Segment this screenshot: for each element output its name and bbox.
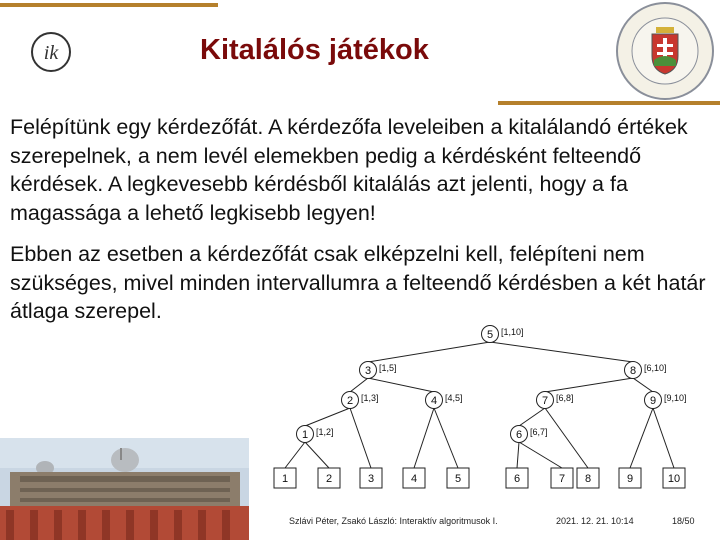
tree-node-interval: [6,8] <box>556 393 574 403</box>
tree-edge <box>368 342 490 362</box>
tree-leaf-label: 8 <box>584 473 592 485</box>
footer-page-number: 18/50 <box>672 516 695 526</box>
tree-edge <box>545 378 633 392</box>
tree-node-label: 5 <box>486 329 494 341</box>
tree-node-label: 4 <box>430 395 438 407</box>
tree-leaf-label: 9 <box>626 473 634 485</box>
question-tree-diagram <box>262 320 707 495</box>
tree-edge <box>368 378 434 392</box>
tree-leaf-label: 1 <box>281 473 289 485</box>
tree-node-interval: [1,2] <box>316 427 334 437</box>
university-seal-icon <box>612 0 718 103</box>
tree-edge <box>519 442 562 468</box>
tree-node-interval: [6,10] <box>644 363 667 373</box>
logo-text: ik <box>43 42 59 64</box>
tree-node-interval: [4,5] <box>445 393 463 403</box>
tree-edge <box>414 408 434 468</box>
tree-node-label: 8 <box>629 365 637 377</box>
paragraph-1: Felépítünk egy kérdezőfát. A kérdezőfa leveleiben a kitalálandó értékek szerepelnek, a nem levél elemekben pedig a kérdésként felteendő kérdések. A legkevesebb kérdésből kitalálás azt jelenti, hogy a fa magassága a lehető legkisebb legyen! <box>10 115 688 225</box>
tree-node-label: 2 <box>346 395 354 407</box>
tree-node-interval: [1,3] <box>361 393 379 403</box>
tree-edge <box>305 408 350 426</box>
footer-date: 2021. 12. 21. 10:14 <box>556 516 634 526</box>
paragraph-2: Ebben az esetben a kérdezőfát csak elképzelni kell, felépíteni nem szükséges, mivel minden intervallumra a felteendő kérdésben a két határ átlaga szerepel. <box>10 242 706 323</box>
tree-node-label: 6 <box>515 429 523 441</box>
tree-node-interval: [1,10] <box>501 327 524 337</box>
tree-edge <box>305 442 329 468</box>
tree-edge <box>285 442 305 468</box>
tree-edge <box>519 408 545 426</box>
tree-node-label: 3 <box>364 365 372 377</box>
tree-leaf-label: 6 <box>513 473 521 485</box>
tree-edge <box>350 378 368 392</box>
tree-edge <box>434 408 458 468</box>
tree-node-interval: [1,5] <box>379 363 397 373</box>
tree-node-interval: [9,10] <box>664 393 687 403</box>
ik-logo-icon <box>29 30 73 74</box>
slide-title: Kitalálós játékok <box>200 34 429 66</box>
tree-node-interval: [6,7] <box>530 427 548 437</box>
footer-author: Szlávi Péter, Zsakó László: Interaktív algoritmusok I. <box>289 516 498 526</box>
tree-leaf-label: 3 <box>367 473 375 485</box>
top-left-accent-bar <box>0 3 218 7</box>
tree-node-label: 1 <box>301 429 309 441</box>
tree-edge <box>517 442 519 468</box>
tree-node-label: 9 <box>649 395 657 407</box>
tree-edge <box>630 408 653 468</box>
tree-edge <box>490 342 633 362</box>
tree-leaf-label: 4 <box>410 473 418 485</box>
tree-leaf-label: 5 <box>454 473 462 485</box>
tree-edge <box>545 408 588 468</box>
campus-building-photo <box>0 438 249 540</box>
tree-leaf-label: 2 <box>325 473 333 485</box>
tree-edge <box>633 378 653 392</box>
tree-edge <box>350 408 371 468</box>
tree-edge <box>653 408 674 468</box>
tree-leaf-label: 7 <box>558 473 566 485</box>
tree-leaf-label: 10 <box>667 473 681 485</box>
tree-node-label: 7 <box>541 395 549 407</box>
